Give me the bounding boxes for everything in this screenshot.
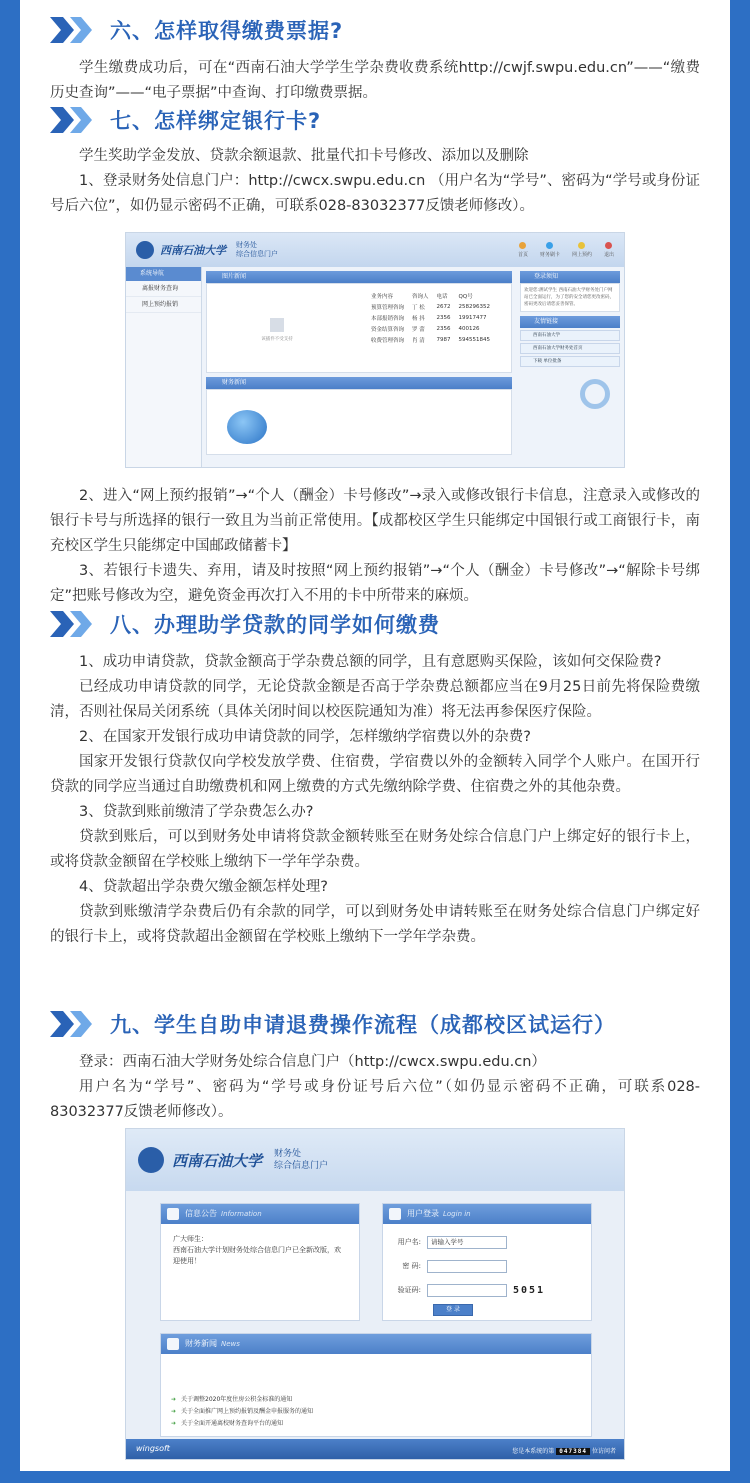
counter-label: 您是本系统的第 xyxy=(512,1448,555,1455)
finance-news-box xyxy=(160,1333,592,1437)
username-input[interactable]: 请输入学号 xyxy=(427,1236,507,1249)
section-7-heading xyxy=(50,100,700,140)
reserve-icon[interactable] xyxy=(572,242,592,258)
table-cell: 收费管理咨询 xyxy=(371,337,405,344)
portal-title-line-1: 财务处 xyxy=(236,241,257,249)
login-notice-bar: 登录须知 xyxy=(520,271,620,283)
table-cell: 2356 xyxy=(436,325,451,332)
section-7 xyxy=(50,100,700,219)
section-7-step-3: 3、若银行卡遗失、弃用，请及时按照“网上预约报销”→“个人（酬金）卡号修改”→“解除卡号绑定”把账号修改为空，避免资金再次打入不用的卡中所带来的麻烦。 xyxy=(50,563,700,604)
card-label: 财务刷卡 xyxy=(539,252,560,258)
counter-value: 047384 xyxy=(556,1448,590,1455)
password-input[interactable] xyxy=(427,1260,507,1273)
top-icon-bar xyxy=(518,242,624,258)
login-notice-text: 欢迎您:测试学生 西南石油大学财务处门户网站已全面运行，为了您的安全请您更改密码，密码更改后请您妥善保管。 xyxy=(520,283,620,312)
table-header-cell: 电话 xyxy=(436,293,448,300)
picture-news-panel xyxy=(206,283,512,373)
portal-header xyxy=(126,233,624,267)
double-chevron-icon xyxy=(50,107,96,133)
faq-question-2: 2、在国家开发银行成功申请贷款的同学，怎样缴纳学宿费以外的杂费? xyxy=(79,729,531,745)
portal-title-line-1: 财务处 xyxy=(274,1149,302,1159)
table-cell: 丁 松 xyxy=(412,304,425,311)
table-cell: 258296352 xyxy=(458,303,491,310)
logout-label: 退出 xyxy=(603,252,614,258)
table-row xyxy=(367,312,494,323)
login-form xyxy=(383,1224,591,1320)
table-cell: 594551845 xyxy=(458,336,491,343)
contact-table xyxy=(367,290,494,345)
section-9-login: 登录：西南石油大学财务处综合信息门户（http://cwcx.swpu.edu.cn） xyxy=(79,1054,546,1070)
username-row xyxy=(383,1232,591,1252)
section-6-title: 六、怎样取得缴费票据? xyxy=(110,19,344,43)
section-9 xyxy=(50,1004,700,1125)
double-chevron-icon xyxy=(50,1011,96,1037)
login-bar xyxy=(383,1204,591,1224)
sidebar-item-query[interactable] xyxy=(126,281,201,297)
reserve-label: 网上预约 xyxy=(571,252,592,258)
finance-news-label-en: News xyxy=(221,1340,240,1348)
school-name: 西南石油大学 xyxy=(172,1151,263,1170)
frame-bottom xyxy=(0,1471,750,1483)
table-cell: 本部报销咨询 xyxy=(371,315,405,322)
table-header-cell: QQ号 xyxy=(458,293,473,300)
browser-logo-icon xyxy=(580,379,610,409)
login-button[interactable]: 登 录 xyxy=(433,1304,473,1316)
finance-news-label: 财务新闻 xyxy=(185,1339,217,1348)
chat-bubble-icon xyxy=(227,410,267,444)
friend-link-2[interactable]: 西南石油大学财务处首页 xyxy=(520,343,620,354)
portal-title-line-2: 综合信息门户 xyxy=(236,250,278,258)
section-7-intro: 学生奖助学金发放、贷款余额退款、批量代扣卡号修改、添加以及删除 xyxy=(79,148,529,164)
table-row xyxy=(367,334,494,345)
counter-suffix: 位访问者 xyxy=(591,1448,616,1455)
double-chevron-icon xyxy=(50,611,96,637)
notice-message: 西南石油大学计划财务处综合信息门户已全新改版，欢迎使用！ xyxy=(173,1246,341,1265)
section-8 xyxy=(50,604,700,950)
list-item[interactable]: ➜ 关于全面推广网上预约报销及酬金申报服务的通知 xyxy=(171,1406,313,1418)
table-header-cell: 咨询人 xyxy=(412,293,429,300)
portal-title-line-2: 综合信息门户 xyxy=(274,1161,329,1171)
megaphone-icon xyxy=(167,1208,179,1220)
section-9-heading xyxy=(50,1004,700,1044)
section-6-heading xyxy=(50,10,700,50)
faq-question-3: 3、贷款到账前缴清了学杂费怎么办? xyxy=(79,804,314,820)
sidebar-item-label: 离报财务查询 xyxy=(142,285,179,292)
faq-answer-4: 贷款到账缴清学杂费后仍有余款的同学，可以到财务处申请转账至在财务处综合信息门户绑定好的银行卡上，或将贷款超出金额留在学校账上缴纳下一学年学杂费。 xyxy=(50,904,700,945)
table-cell: 杨 抖 xyxy=(412,315,425,322)
notice-bar-label: 信息公告 xyxy=(185,1209,217,1218)
notice-text xyxy=(161,1224,359,1277)
section-7-step-2: 2、进入“网上预约报销”→“个人（酬金）卡号修改”→录入或修改银行卡信息，注意录入或修改的银行卡号与所选择的银行一致且为当前正常使用。【成都校区学生只能绑定中国银行或工商银行卡，南充校区学生只能绑定中国邮政储蓄卡】 xyxy=(50,488,700,554)
section-7-continued xyxy=(50,484,700,609)
puzzle-icon xyxy=(270,318,284,332)
login-bar-label: 用户登录 xyxy=(407,1209,439,1218)
table-header-cell: 业务内容 xyxy=(371,293,394,300)
notice-box xyxy=(160,1203,360,1321)
finance-news-bar: 财务新闻 xyxy=(206,377,512,389)
school-logo-icon xyxy=(138,1147,164,1173)
picture-news-bar: 图片新闻 xyxy=(206,271,512,283)
table-cell: 7987 xyxy=(436,336,451,343)
table-cell: 肖 清 xyxy=(412,337,425,344)
login-box xyxy=(382,1203,592,1321)
section-7-step-1: 1、登录财务处信息门户：http://cwcx.swpu.edu.cn （用户名为“学号”、密码为“学号或身份证号后六位”，如仍显示密码不正确，可联系028-83032377反馈老师修改）。 xyxy=(50,173,700,214)
double-chevron-icon xyxy=(50,17,96,43)
table-row xyxy=(367,323,494,334)
sidebar-item-reserve[interactable] xyxy=(126,297,201,313)
frame-left xyxy=(0,0,20,1483)
table-row xyxy=(367,301,494,312)
faq-question-1: 1、成功申请贷款，贷款金额高于学杂费总额的同学，且有意愿购买保险，该如何交保险费? xyxy=(79,654,662,670)
section-9-credentials: 用户名为“学号”、密码为“学号或身份证号后六位”（如仍显示密码不正确，可联系028-83032377反馈老师修改）。 xyxy=(50,1079,700,1120)
sidebar-header: 系统导航 xyxy=(126,267,201,281)
password-label: 密 码: xyxy=(402,1262,421,1270)
friend-links-bar: 友情链接 xyxy=(520,316,620,328)
finance-news-list xyxy=(161,1394,313,1430)
section-6-paragraph: 学生缴费成功后，可在“西南石油大学学生学杂费收费系统http://cwjf.swpu.edu.cn”——“缴费历史查询”——“电子票据”中查询、打印缴费票据。 xyxy=(50,60,700,101)
visitor-counter xyxy=(512,1442,616,1460)
portal-sidebar xyxy=(126,267,202,467)
section-7-title: 七、怎样绑定银行卡? xyxy=(110,109,322,133)
section-8-body xyxy=(50,650,700,950)
friend-link-3[interactable]: 下载 单位批条 xyxy=(520,356,620,367)
table-cell: 2672 xyxy=(436,303,451,310)
plugin-placeholder-text: 该插件不受支持 xyxy=(261,337,293,342)
portal-login-header xyxy=(126,1129,624,1191)
finance-news-bar xyxy=(161,1334,591,1354)
logout-icon[interactable] xyxy=(604,242,614,258)
plugin-placeholder xyxy=(247,318,307,342)
captcha-label: 验证码: xyxy=(397,1286,421,1294)
notice-greeting: 广大师生： xyxy=(173,1235,208,1243)
section-8-title: 八、办理助学贷款的同学如何缴费 xyxy=(110,613,440,637)
portal-right-column xyxy=(516,267,624,467)
school-logo-icon xyxy=(136,241,154,259)
portal-body xyxy=(126,267,624,467)
home-label: 首页 xyxy=(517,252,528,258)
news-icon xyxy=(167,1338,179,1350)
table-cell: 400126 xyxy=(458,325,480,332)
notice-bar xyxy=(161,1204,359,1224)
table-cell: 资金结算咨询 xyxy=(371,326,405,333)
notice-bar-label-en: Information xyxy=(221,1210,262,1218)
card-icon[interactable] xyxy=(540,242,560,258)
section-9-title: 九、学生自助申请退费操作流程（成都校区试运行） xyxy=(110,1013,616,1037)
list-item[interactable]: ➜ 关于调整2020年度住房公积金标准的通知 xyxy=(171,1394,313,1406)
captcha-input[interactable] xyxy=(427,1284,507,1297)
faq-answer-1: 已经成功申请贷款的同学，无论贷款金额是否高于学杂费总额都应当在9月25日前先将保险费缴清，否则社保局关闭系统（具体关闭时间以校医院通知为准）将无法再参保医疗保险。 xyxy=(50,679,700,720)
home-icon[interactable] xyxy=(518,242,528,258)
portal-screenshot-1 xyxy=(125,232,625,468)
faq-answer-3: 贷款到账后，可以到财务处申请将贷款金额转账至在财务处综合信息门户上绑定好的银行卡上，或将贷款金额留在学校账上缴纳下一学年学杂费。 xyxy=(50,829,700,870)
username-label: 用户名: xyxy=(397,1238,421,1246)
captcha-image[interactable]: 5051 xyxy=(513,1284,546,1296)
friend-link-1[interactable]: 西南石油大学 xyxy=(520,330,620,341)
section-8-heading xyxy=(50,604,700,644)
section-6 xyxy=(50,10,700,106)
user-icon xyxy=(389,1208,401,1220)
portal-main xyxy=(202,267,516,467)
table-cell: 罗 蕾 xyxy=(412,326,425,333)
frame-right xyxy=(730,0,750,1483)
portal-footer xyxy=(126,1439,624,1459)
table-header xyxy=(367,290,494,301)
portal-title xyxy=(274,1148,328,1172)
portal-title xyxy=(236,241,278,259)
portal-screenshot-2 xyxy=(125,1128,625,1460)
captcha-row xyxy=(383,1280,591,1300)
school-name: 西南石油大学 xyxy=(160,244,226,257)
list-item[interactable]: ➜ 关于全面开通离校财务查询平台的通知 xyxy=(171,1418,313,1430)
sidebar-item-label: 网上预约报销 xyxy=(142,301,179,308)
table-cell: 2356 xyxy=(436,314,451,321)
login-bar-label-en: Login in xyxy=(443,1210,471,1218)
table-cell: 预算管理咨询 xyxy=(371,304,405,311)
table-cell: 19917477 xyxy=(458,314,487,321)
faq-answer-2: 国家开发银行贷款仅向学校发放学费、住宿费，学宿费以外的金额转入同学个人账户。在国开行贷款的同学应当通过自助缴费机和网上缴费的方式先缴纳除学费、住宿费之外的其他杂费。 xyxy=(50,754,700,795)
footer-brand: wingsoft xyxy=(136,1444,170,1453)
password-row xyxy=(383,1256,591,1276)
faq-question-4: 4、贷款超出学杂费欠缴金额怎样处理? xyxy=(79,879,328,895)
finance-news-panel xyxy=(206,389,512,455)
article-content xyxy=(20,0,730,1471)
